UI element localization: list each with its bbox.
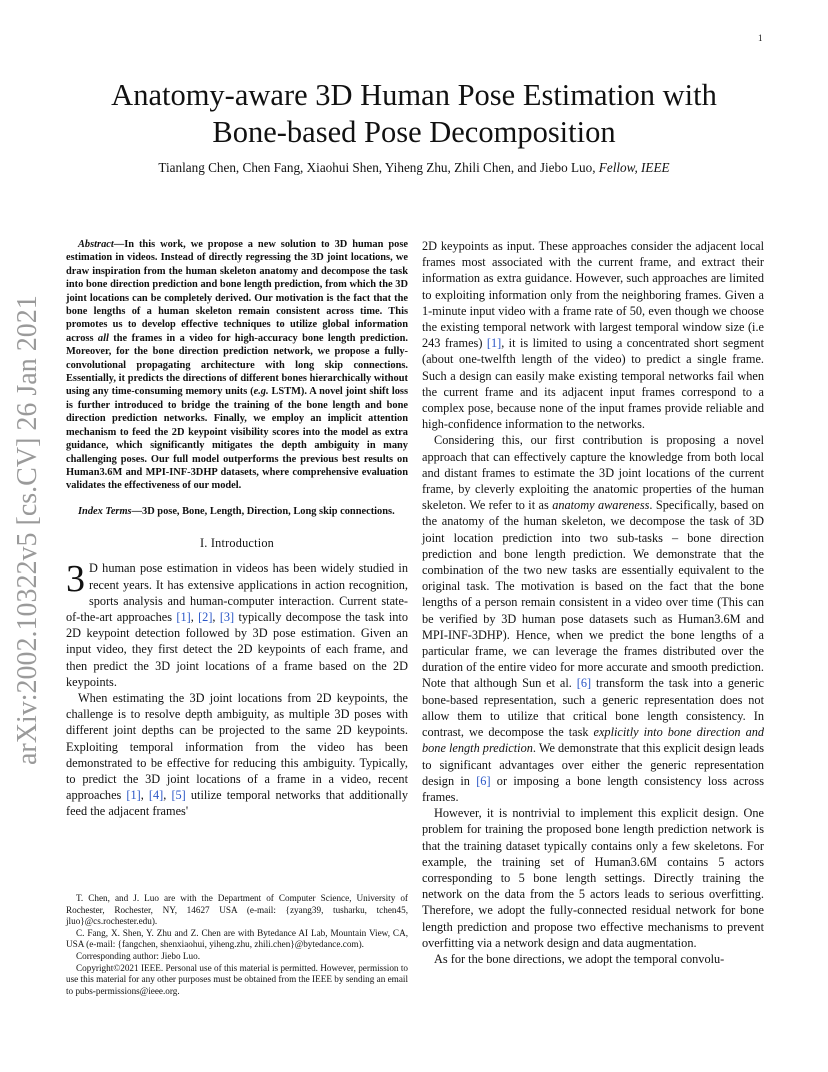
right-column — [422, 238, 764, 967]
drop-cap: 3 — [66, 558, 85, 601]
intro-text-2d: utilize temporal networks that additionally feed the adjacent frames' — [66, 788, 408, 819]
abstract-label: Abstract — [78, 239, 114, 250]
citation-link[interactable]: [1] — [126, 788, 141, 803]
right-text-1a: 2D keypoints as input. These approaches consider the adjacent local frames most associated with the current frame, and extract their information as extra guidance. However, such approaches are limited to exploiting information only from the neighboring frames. Given a 1-minute input video with a frame rate of 50, even though we choose the existing temporal network with largest temporal window size (i.e 243 frames) — [422, 239, 764, 351]
citation-link[interactable]: [6] — [576, 676, 592, 691]
arxiv-stamp: arXiv:2002.10322v5 [cs.CV] 26 Jan 2021 — [12, 295, 43, 765]
authors-suffix: Fellow, IEEE — [598, 160, 670, 175]
abstract-text-3: LSTM). A novel joint shift loss is further introduced to bridge the training of the bone length and bone direction prediction networks. Finally, we employ an implicit attention mechanism to feed the 2D keypoint visibility scores into the model as extra guidance, which significantly mitigates the depth ambiguity in many challenging poses. Our full model outperforms the previous best results on Human3.6M and MPI-INF-3DHP datasets, where comprehensive evaluation validates the effectiveness of our model. — [66, 386, 408, 492]
right-paragraph-1 — [422, 238, 764, 432]
authors-names: Tianlang Chen, Chen Fang, Xiaohui Shen, Yiheng Zhu, Zhili Chen, and Jiebo Luo, — [158, 160, 596, 175]
separator: , — [190, 609, 199, 624]
citation-link[interactable]: [2] — [198, 609, 213, 624]
right-text-2e: or imposing a bone length consistency loss across frames. — [422, 773, 764, 804]
footnote-copyright: Copyright©2021 IEEE. Personal use of this material is permitted. However, permission to use this material for any other purposes must be obtained from the IEEE by sending an email to pubs-permissions@ieee.org. — [66, 962, 408, 996]
emphasis-explicit-decomposition: explicitly into bone direction and bone length prediction — [422, 725, 765, 756]
footnote-affiliation-2: C. Fang, X. Shen, Y. Zhu and Z. Chen are with Bytedance AI Lab, Mountain View, CA, USA (e-mail: {fangchen, shenxiaohui, yiheng.zhu, zhili.chen}@bytedance.com). — [66, 927, 408, 950]
right-paragraph-4: As for the bone directions, we adopt the temporal convolu- — [434, 951, 725, 966]
separator: , — [140, 788, 149, 803]
right-text-1b: , it is limited to using a concentrated short segment (about one-twelfth length of the video) to predict a single frame. Such a design can easily make existing temporal networks fail when the current frame and its adjacent input frames correspond to a complex pose, because none of the input frames provide reliable and high-confidence information to the networks. — [422, 336, 764, 432]
index-terms-label: Index Terms — [78, 505, 132, 517]
intro-text-1d: typically decompose the task into 2D keypoint detection followed by 3D pose estimation. Given an input video, they first detect the 2D keypoints of each frame, and then predict the 3D joint locations of a frame based on the 2D keypoints. — [66, 609, 408, 689]
index-terms-text: —3D pose, Bone, Length, Direction, Long skip connections. — [131, 505, 395, 517]
right-text-2c: transform the task into a generic bone-based representation, such a generic representation does not allow them to utilize that critical bone length consistency. In contrast, we decompose the task — [422, 676, 765, 740]
footnotes — [66, 893, 408, 997]
citation-link[interactable]: [1] — [486, 336, 502, 351]
intro-text-1a: D human pose estimation in videos has been widely studied in recent years. It has extensive applications in action recognition, sports analysis and human-computer interaction. Current state-of-the-art approaches — [66, 561, 408, 624]
author-list — [60, 160, 768, 176]
citation-link[interactable]: [5] — [171, 788, 186, 803]
abstract-text-1: —In this work, we propose a new solution to 3D human pose estimation in videos. Instead of directly regressing the 3D joint locations, we draw inspiration from the human skeleton anatomy and decompose the task into bone direction prediction and bone length prediction, from which the 3D joint locations can be completely derived. Our motivation is the fact that the bone lengths of a human skeleton remain consistent across time. This promotes us to develop effective techniques to utilize global information across — [66, 239, 408, 344]
intro-paragraph-1 — [66, 560, 408, 690]
emphasis-anatomy-awareness: anatomy awareness — [552, 498, 650, 513]
footnote-affiliation-1: T. Chen, and J. Luo are with the Department of Computer Science, University of Rochester, Rochester, NY, 14627 USA (e-mail: {zyang39, tusharku, tchen45, jluo}@cs.rochester.edu). — [66, 893, 408, 927]
citation-link[interactable]: [1] — [176, 609, 191, 624]
citation-link[interactable]: [3] — [219, 609, 235, 624]
separator: , — [212, 609, 220, 624]
separator: , — [163, 788, 172, 803]
right-paragraph-2 — [422, 432, 764, 805]
abstract-emphasis-all: all — [97, 332, 109, 344]
abstract-text-2: the frames in a video for high-accuracy bone length prediction. Moreover, for the bone direction prediction network, we propose a fully-convolutional propagating architecture with long skip connections. Essentially, it predicts the directions of different bones hierarchically without using any time-consuming memory units ( — [66, 332, 408, 398]
intro-paragraph-2 — [66, 690, 408, 820]
section-heading-introduction: I. Introduction — [199, 536, 275, 551]
right-text-2a: Considering this, our first contribution is proposing a novel approach that can effectively capture the knowledge from both local and distant frames to estimate the 3D joint locations of the current frame, by cleverly exploiting the anatomic properties of the human skeleton. We refer to it as — [422, 433, 764, 513]
page-number: 1 — [758, 33, 763, 43]
citation-link[interactable]: [4] — [148, 788, 164, 803]
abstract-emphasis-eg: e.g. — [253, 386, 269, 398]
index-terms — [66, 505, 408, 518]
title-line-1: Anatomy-aware 3D Human Pose Estimation with — [111, 78, 717, 112]
footnote-corresponding-author: Corresponding author: Jiebo Luo. — [76, 950, 201, 961]
citation-link[interactable]: [6] — [476, 773, 491, 788]
abstract — [66, 238, 408, 493]
title-line-2: Bone-based Pose Decomposition — [212, 115, 616, 149]
paper-title — [60, 77, 768, 151]
left-column — [66, 238, 408, 820]
right-paragraph-3: However, it is nontrivial to implement this explicit design. One problem for training the proposed bone length prediction network is that the training dataset typically contains only a few skeletons. For example, the training set of Human3.6M contains 5 actors corresponding to 5 bone length settings. Directly training the network on the data from the 5 actors leads to serious overfitting. Therefore, we adopt the fully-connected residual network for bone length prediction and propose two effective mechanisms to prevent overfitting via a network design and data augmentation. — [422, 806, 764, 950]
intro-text-2a: When estimating the 3D joint locations from 2D keypoints, the challenge is to resolve depth ambiguity, as multiple 3D poses with different joint depths can be projected to the same 2D keypoints. Exploiting temporal information from the video has been demonstrated to be effective for reducing this ambiguity. Typically, to predict the 3D joint locations of a frame in a video, recent approaches — [66, 690, 408, 803]
right-text-2d: . We demonstrate that this explicit design leads to significant advantages over either the generic representation design in — [422, 741, 764, 788]
right-text-2b: . Specifically, based on the anatomy of the human skeleton, we decompose the task of 3D joint location prediction into two sub-tasks – bone direction prediction and bone length prediction. We demonstrate that the combination of the two new tasks are essentially equivalent to the original task. The motivation is based on the fact that the bone lengths of a person remain consistent in a video over time (This can be verified by 3D human pose datasets such as Human3.6M and MPI-INF-3DHP). Hence, when we predict the bone lengths of a particular frame, we can leverage the frames distributed over the duration of the entire video for more accurate and smooth prediction. Note that although Sun et al. — [422, 498, 764, 691]
